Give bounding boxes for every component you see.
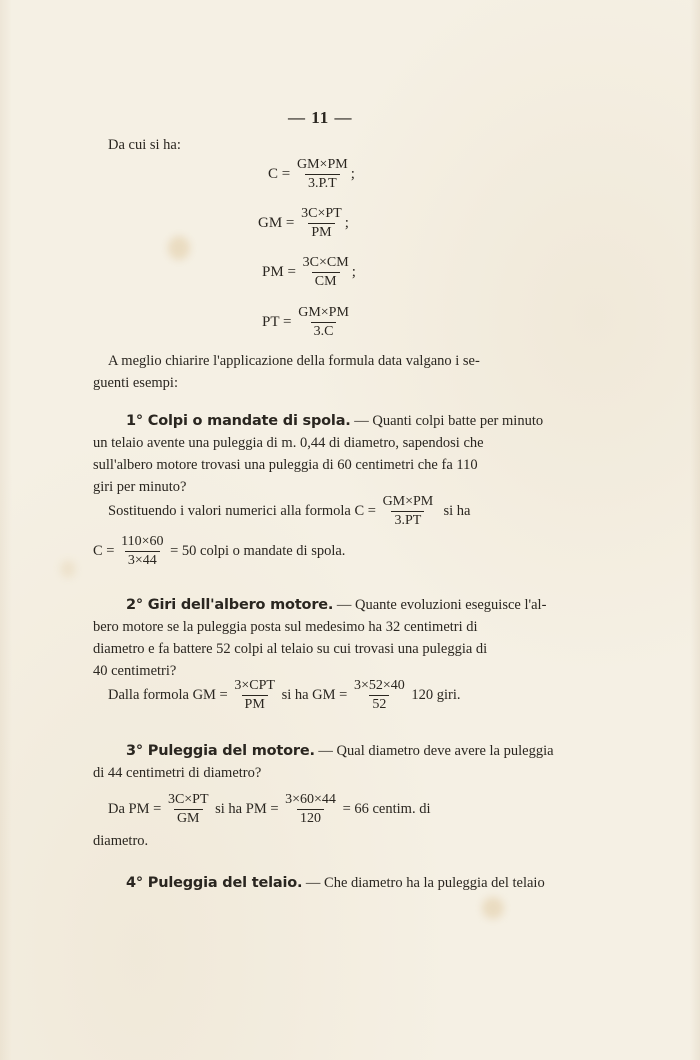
- example-3-line: di 44 centimetri di diametro?: [93, 765, 262, 781]
- formula-text: Dalla formola: [108, 686, 189, 703]
- fraction: [298, 206, 345, 241]
- formula-pm: PM = $\frac{3C\times CM}{CM}$ ;: [262, 255, 356, 289]
- explain-line: A meglio chiarire l'applicazione della formula data valgano i se-: [108, 353, 480, 369]
- numerator: GM×PM: [298, 305, 349, 320]
- result-text: = 50 colpi o mandate di spola.: [170, 542, 346, 559]
- fraction: [118, 534, 166, 569]
- example-1-line: un telaio avente una puleggia di m. 0,44 di diametro, sapendosi che: [93, 435, 484, 451]
- example-2-line: 40 centimetri?: [93, 663, 177, 679]
- example-3-text: — Qual diametro deve avere la puleggia: [318, 743, 554, 759]
- formula-lhs: C =: [354, 502, 376, 519]
- substitution-text: si ha: [443, 502, 471, 519]
- fraction: [300, 255, 352, 290]
- example-3-heading: 3° Puleggia del motore.: [126, 743, 315, 759]
- denominator: CM: [312, 272, 340, 290]
- formula-text: si ha: [281, 686, 309, 703]
- numerator: 3×60×44: [285, 792, 336, 807]
- denominator: 52: [369, 695, 389, 713]
- example-1-text: — Quanti colpi batte per minuto: [354, 413, 544, 429]
- fraction: [231, 678, 278, 713]
- formula-gm: GM = $\frac{3C\times PT}{PM}$ ;: [258, 206, 349, 240]
- fraction: [351, 678, 408, 713]
- formula-text: si ha: [215, 800, 243, 817]
- formula-text: Da: [108, 800, 125, 817]
- example-1-line: [126, 410, 543, 432]
- intro-text: Da cui si ha:: [108, 137, 181, 153]
- example-3-formula: [108, 792, 430, 827]
- paper-stain: [482, 897, 504, 919]
- numerator: 110×60: [121, 534, 164, 549]
- fraction: [165, 792, 212, 827]
- formula-pt: PT = $\frac{GM\times PM}{3.C}$: [262, 305, 352, 340]
- page-number: — 11 —: [288, 108, 353, 127]
- formula-lhs: PM =: [245, 800, 279, 817]
- example-4-heading: 4° Puleggia del telaio.: [126, 875, 303, 891]
- formula-end: ;: [351, 264, 356, 281]
- denominator: PM: [308, 223, 334, 241]
- result-text: 120 giri.: [411, 686, 461, 703]
- example-2-line: bero motore se la puleggia posta sul medesimo ha 32 centimetri di: [93, 619, 478, 635]
- example-2-line: [126, 594, 546, 616]
- example-2-text: — Quante evoluzioni eseguisce l'al-: [336, 597, 547, 613]
- example-2-heading: 2° Giri dell'albero motore.: [126, 597, 334, 613]
- numerator: GM×PM: [382, 494, 434, 509]
- example-4-line: [126, 872, 545, 894]
- formula-end: ;: [344, 215, 349, 232]
- denominator: 120: [297, 809, 324, 827]
- explain-line: guenti esempi:: [93, 375, 178, 391]
- denominator: PM: [242, 695, 268, 713]
- example-2-line: diametro e fa battere 52 colpi al telaio su cui trovasi una puleggia di: [93, 641, 488, 657]
- paper-stain: [60, 560, 76, 578]
- formula-lhs: C: [268, 166, 279, 183]
- result-text: = 66 centim. di: [342, 800, 431, 817]
- formula-lhs: GM =: [192, 686, 228, 703]
- denominator: 3.P.T: [305, 174, 340, 192]
- numerator: 3C×CM: [302, 255, 349, 270]
- denominator: 3.PT: [391, 511, 424, 529]
- formula-lhs: GM =: [312, 686, 348, 703]
- substitution-text: Sostituendo i valori numerici alla formola: [108, 502, 351, 519]
- numerator: 3×52×40: [353, 678, 405, 693]
- formula-lhs: PM: [262, 264, 284, 281]
- paper-stain: [168, 236, 190, 260]
- fraction: [380, 494, 437, 529]
- example-3-line: [126, 740, 554, 762]
- formula-end: ;: [350, 166, 355, 183]
- example-1-result: [93, 534, 345, 569]
- formula-lhs: PM =: [128, 800, 162, 817]
- numerator: 3C×PT: [167, 792, 209, 807]
- example-1-line: giri per minuto?: [93, 479, 187, 495]
- formula-lhs: C =: [93, 542, 115, 559]
- denominator: GM: [174, 809, 203, 827]
- numerator: 3C×PT: [301, 206, 342, 221]
- formula-lhs: PT: [262, 314, 280, 331]
- example-3-line: diametro.: [93, 833, 149, 849]
- formula-c: C = $\frac{GM\times PM}{3.P.T}$ ;: [268, 157, 355, 191]
- example-1-substitution: [108, 494, 471, 529]
- example-2-formula: [108, 678, 461, 713]
- example-1-heading: 1° Colpi o mandate di spola.: [126, 413, 351, 429]
- numerator: 3×CPT: [234, 678, 275, 693]
- numerator: GM×PM: [296, 157, 348, 172]
- fraction: [294, 157, 351, 192]
- denominator: 3.C: [311, 322, 337, 340]
- example-1-line: sull'albero motore trovasi una puleggia di 60 centimetri che fa 110: [93, 457, 478, 473]
- example-4-text: — Che diametro ha la puleggia del telaio: [305, 875, 545, 891]
- fraction: [295, 305, 352, 340]
- fraction: [282, 792, 339, 827]
- denominator: 3×44: [125, 551, 160, 569]
- formula-lhs: GM: [258, 215, 283, 232]
